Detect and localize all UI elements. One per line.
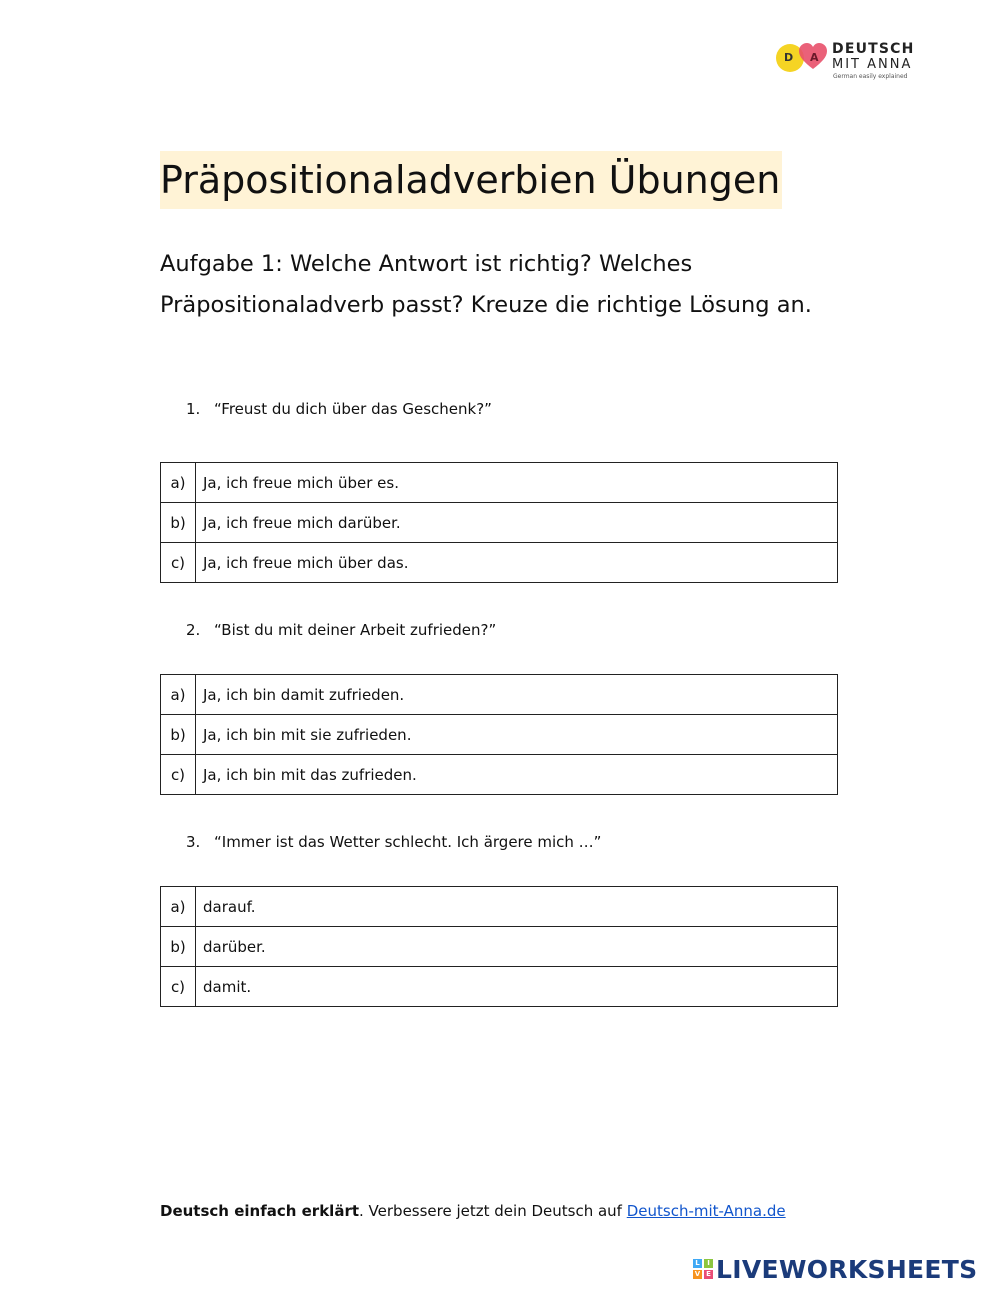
option-letter[interactable]: b) (161, 503, 196, 543)
logo-letter-a: A (810, 51, 819, 64)
logo-line-1: DEUTSCH (832, 41, 915, 57)
option-row[interactable] (161, 967, 838, 1007)
footer-text: . Verbessere jetzt dein Deutsch auf (359, 1202, 627, 1220)
question-text: “Bist du mit deiner Arbeit zufrieden?” (214, 621, 497, 639)
option-text[interactable]: Ja, ich bin damit zufrieden. (196, 675, 838, 715)
logo-block: E (704, 1270, 713, 1279)
option-letter[interactable]: a) (161, 887, 196, 927)
option-row[interactable] (161, 503, 838, 543)
option-row[interactable] (161, 463, 838, 503)
option-letter[interactable]: c) (161, 543, 196, 583)
option-letter[interactable]: c) (161, 967, 196, 1007)
option-text[interactable]: darüber. (196, 927, 838, 967)
question-text: “Immer ist das Wetter schlecht. Ich ärgere mich …” (214, 833, 602, 851)
liveworksheets-name: LIVEWORKSHEETS (716, 1254, 978, 1284)
title-highlight (160, 151, 782, 209)
footer (160, 1202, 786, 1220)
option-text[interactable]: darauf. (196, 887, 838, 927)
question-number: 1. (186, 400, 201, 418)
option-letter[interactable]: b) (161, 715, 196, 755)
page-title: Präpositionaladverbien Übungen (160, 158, 781, 202)
footer-link[interactable]: Deutsch-mit-Anna.de (626, 1202, 786, 1220)
option-letter[interactable]: a) (161, 463, 196, 503)
option-row[interactable] (161, 543, 838, 583)
option-text[interactable]: Ja, ich freue mich über das. (196, 543, 838, 583)
question-text: “Freust du dich über das Geschenk?” (214, 400, 492, 418)
option-text[interactable]: Ja, ich bin mit sie zufrieden. (196, 715, 838, 755)
question-number: 2. (186, 621, 201, 639)
logo-block: L (693, 1259, 702, 1268)
logo-block: V (694, 1270, 701, 1278)
question-number: 3. (186, 833, 201, 851)
option-letter[interactable]: b) (161, 927, 196, 967)
logo-letter-d: D (784, 51, 794, 64)
option-letter[interactable]: c) (161, 755, 196, 795)
option-row[interactable] (161, 715, 838, 755)
option-text[interactable]: Ja, ich freue mich darüber. (196, 503, 838, 543)
logo-line-2: MIT ANNA (832, 57, 913, 72)
question-2 (186, 621, 496, 639)
options-table-1 (160, 462, 838, 583)
liveworksheets-watermark (693, 1254, 977, 1284)
options-table-3 (160, 886, 838, 1007)
logo-block: I (704, 1259, 713, 1268)
brand-logo (776, 40, 926, 84)
task-instruction: Aufgabe 1: Welche Antwort ist richtig? Welches Präpositionaladverb passt? Kreuze die richtige Lösung an. (160, 251, 812, 318)
question-1 (186, 400, 492, 418)
option-text[interactable]: damit. (196, 967, 838, 1007)
options-table-2 (160, 674, 838, 795)
option-row[interactable] (161, 675, 838, 715)
logo-tagline: German easily explained (833, 73, 908, 80)
option-row[interactable] (161, 887, 838, 927)
option-row[interactable] (161, 755, 838, 795)
option-text[interactable]: Ja, ich bin mit das zufrieden. (196, 755, 838, 795)
liveworksheets-logo-icon (693, 1259, 713, 1279)
option-text[interactable]: Ja, ich freue mich über es. (196, 463, 838, 503)
option-row[interactable] (161, 927, 838, 967)
option-letter[interactable]: a) (161, 675, 196, 715)
footer-bold: Deutsch einfach erklärt (160, 1202, 360, 1220)
question-3 (186, 833, 601, 851)
